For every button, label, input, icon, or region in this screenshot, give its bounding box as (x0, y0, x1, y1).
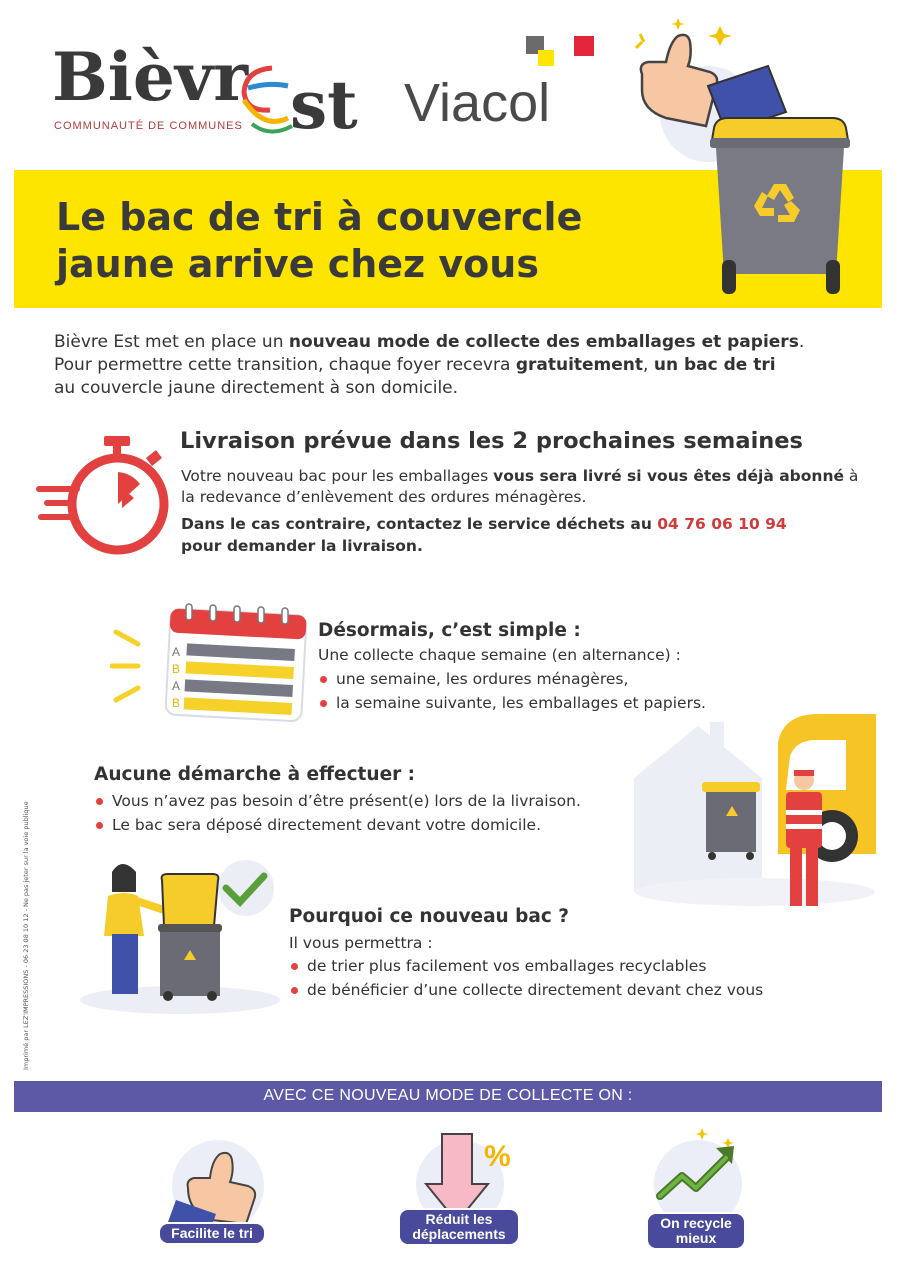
printer-note: Imprimé par LEZ'IMPRESSIONS - 06 23 08 10 12 - Ne pas jeter sur la voie publique (22, 801, 30, 1070)
footer-band-text: AVEC CE NOUVEAU MODE DE COLLECTE ON : (263, 1087, 633, 1104)
intro-paragraph (54, 331, 854, 400)
woman-with-bin-illustration (70, 856, 280, 1016)
list-item: la semaine suivante, les emballages et papiers. (318, 691, 706, 715)
bievre-est-logo (52, 28, 362, 148)
calendar-icon (110, 602, 310, 726)
why-bullet-list (289, 954, 763, 1002)
delivery-contact-text: Dans le cas contraire, contactez le service déchets au 04 76 06 10 94 pour demander la livraison. (181, 515, 787, 555)
viacol-logo-squares (526, 34, 606, 74)
calendar-letter-4: B (172, 696, 181, 710)
list-item: une semaine, les ordures ménagères, (318, 667, 706, 691)
why-intro: Il vous permettra : (289, 934, 433, 952)
no-action-bullet-list (94, 789, 581, 837)
list-item: Le bac sera déposé directement devant votre domicile. (94, 813, 581, 837)
delivery-text: Votre nouveau bac pour les emballages vous sera livré si vous êtes déjà abonné à la redevance d’enlèvement des ordures ménagères. (181, 467, 859, 506)
delivery-worker-illustration (630, 712, 880, 922)
simple-bullet-list (318, 667, 706, 715)
phone-number[interactable]: 04 76 06 10 94 (657, 515, 787, 533)
benefit-recycle-mieux: On recycle mieux (646, 1212, 746, 1250)
calendar-letter-2: B (172, 662, 181, 676)
intro-line-1: Bièvre Est met en place un nouveau mode de collecte des emballages et papiers. (54, 332, 805, 352)
svg-text:st: st (290, 66, 358, 144)
list-item: de trier plus facilement vos emballages recyclables (289, 954, 763, 978)
simple-title: Désormais, c’est simple : (318, 620, 581, 641)
no-action-title: Aucune démarche à effectuer : (94, 764, 416, 785)
intro-line-3: au couvercle jaune directement à son domicile. (54, 378, 459, 398)
why-title: Pourquoi ce nouveau bac ? (289, 906, 570, 927)
page-title-line1: Le bac de tri à couvercle (56, 195, 583, 239)
calendar-letter-1: A (172, 645, 181, 659)
list-item: de bénéficier d’une collecte directement devant chez vous (289, 978, 763, 1002)
growth-arrow-icon (650, 1124, 760, 1224)
page-title (56, 194, 696, 288)
intro-line-2: Pour permettre cette transition, chaque foyer recevra gratuitement, un bac de tri (54, 355, 776, 375)
simple-intro: Une collecte chaque semaine (en alternance) : (318, 646, 681, 664)
list-item: Vous n’avez pas besoin d’être présent(e) lors de la livraison. (94, 789, 581, 813)
benefit-reduit-deplacements: Réduit les déplacements (398, 1208, 520, 1246)
delivery-title: Livraison prévue dans les 2 prochaines semaines (180, 428, 803, 454)
calendar-letter-3: A (172, 679, 181, 693)
thumbs-up-icon (166, 1130, 276, 1230)
brand-subtitle: COMMUNAUTÉ DE COMMUNES (54, 120, 243, 132)
benefit-facilite-tri: Facilite le tri (158, 1222, 266, 1245)
page-title-line2: jaune arrive chez vous (56, 242, 539, 286)
stopwatch-icon (34, 434, 174, 558)
yellow-lid-bin-illustration (710, 116, 850, 298)
percent-symbol: % (484, 1140, 511, 1173)
svg-text:Bièvr: Bièvr (52, 38, 248, 116)
viacol-logo-text: Viacol (404, 73, 551, 133)
